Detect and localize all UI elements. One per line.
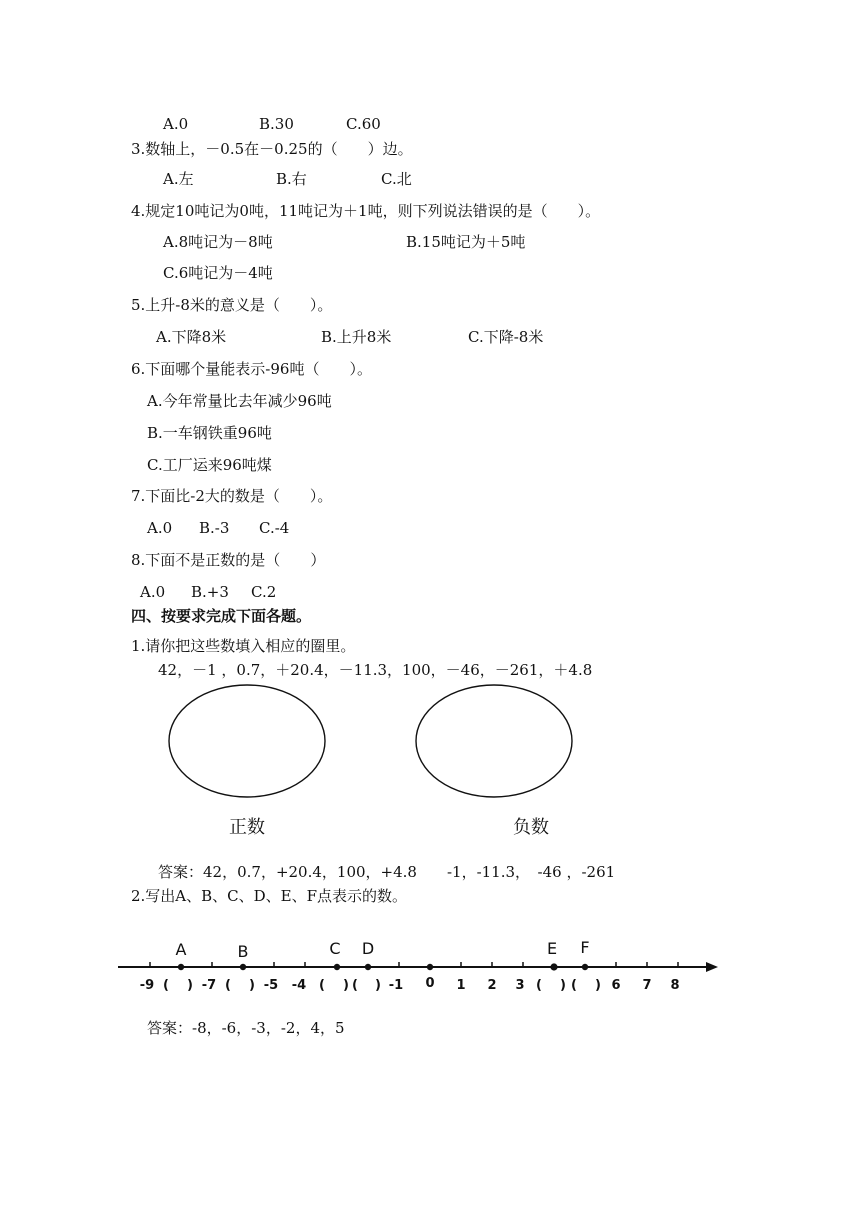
positive-label: 正数 bbox=[229, 817, 265, 838]
part2-answer: 答案：-8，-6，-3，-2，4，5 bbox=[147, 1019, 345, 1037]
q3-stem: 3.数轴上，－0.5在－0.25的（ ）边。 bbox=[131, 140, 413, 158]
q5-option-b: B.上升8米 bbox=[321, 328, 392, 346]
tick-label: 6 bbox=[611, 978, 621, 993]
q4-option-c: C.6吨记为－4吨 bbox=[163, 264, 273, 282]
part1-answer: 答案：42，0.7，+20.4，100，+4.8 -1，-11.3， -46 ，-261 bbox=[158, 863, 616, 881]
answer-blank-open: ( bbox=[352, 978, 358, 993]
answer-blank-open: ( bbox=[163, 978, 169, 993]
q7-stem: 7.下面比-2大的数是（ ）。 bbox=[131, 487, 333, 505]
part2-stem: 2.写出A、B、C、D、E、F点表示的数。 bbox=[131, 887, 408, 905]
number-line bbox=[0, 930, 860, 1000]
point-label-e: E bbox=[546, 939, 558, 958]
tick-label: -4 bbox=[291, 978, 307, 993]
tick-label: -5 bbox=[263, 978, 279, 993]
answer-blank-close: ) bbox=[375, 978, 381, 993]
q7-option-c: C.-4 bbox=[259, 519, 290, 537]
answer-blank-open: ( bbox=[571, 978, 577, 993]
q6-option-b: B.一车钢铁重96吨 bbox=[147, 424, 272, 442]
tick-label: 1 bbox=[456, 978, 466, 993]
tick-label: -7 bbox=[201, 978, 217, 993]
q8-stem: 8.下面不是正数的是（ ） bbox=[131, 551, 326, 569]
point-label-d: D bbox=[361, 939, 375, 958]
axis-arrow bbox=[706, 962, 718, 972]
tick-label: 7 bbox=[642, 978, 652, 993]
q4-stem: 4.规定10吨记为0吨，11吨记为＋1吨，则下列说法错误的是（ ）。 bbox=[131, 202, 601, 220]
answer-blank-close: ) bbox=[595, 978, 601, 993]
q5-stem: 5.上升-8米的意义是（ ）。 bbox=[131, 296, 333, 314]
section-heading: 四、按要求完成下面各题。 bbox=[131, 607, 312, 625]
q8-option-a: A.0 bbox=[140, 583, 166, 601]
negative-label: 负数 bbox=[513, 817, 549, 838]
negative-circle[interactable] bbox=[416, 685, 572, 797]
q8-option-c: C.2 bbox=[251, 583, 277, 601]
q3-option-a: A.左 bbox=[163, 170, 194, 188]
q2-option-b: B.30 bbox=[259, 115, 294, 133]
q6-stem: 6.下面哪个量能表示-96吨（ ）。 bbox=[131, 360, 372, 378]
part1-stem: 1.请你把这些数填入相应的圈里。 bbox=[131, 637, 356, 655]
point-b-dot bbox=[240, 964, 246, 970]
positive-circle[interactable] bbox=[169, 685, 325, 797]
q4-option-b: B.15吨记为＋5吨 bbox=[406, 233, 526, 251]
q2-option-a: A.0 bbox=[163, 115, 189, 133]
point-f-dot bbox=[582, 964, 588, 970]
point-label-f: F bbox=[580, 938, 590, 957]
q5-option-c: C.下降-8米 bbox=[468, 328, 544, 346]
answer-blank-close: ) bbox=[187, 978, 193, 993]
answer-blank-close: ) bbox=[249, 978, 255, 993]
answer-blank-open: ( bbox=[225, 978, 231, 993]
q3-option-b: B.右 bbox=[276, 170, 307, 188]
tick-label: 8 bbox=[670, 978, 680, 993]
q8-option-b: B.+3 bbox=[191, 583, 229, 601]
point-label-b: B bbox=[237, 942, 249, 961]
tick-label: 2 bbox=[487, 978, 497, 993]
q6-option-a: A.今年常量比去年减少96吨 bbox=[147, 392, 332, 410]
point-a-dot bbox=[178, 964, 184, 970]
q6-option-c: C.工厂运来96吨煤 bbox=[147, 456, 272, 474]
tick-label: 0 bbox=[425, 976, 435, 991]
origin-dot bbox=[427, 964, 433, 970]
point-label-a: A bbox=[175, 940, 187, 959]
answer-blank-close: ) bbox=[560, 978, 566, 993]
answer-blank-open: ( bbox=[536, 978, 542, 993]
q7-option-b: B.-3 bbox=[199, 519, 230, 537]
answer-blank-open: ( bbox=[319, 978, 325, 993]
point-c-dot bbox=[334, 964, 340, 970]
point-d-dot bbox=[365, 964, 371, 970]
q7-option-a: A.0 bbox=[147, 519, 173, 537]
tick-label: -9 bbox=[139, 978, 155, 993]
tick-label: 3 bbox=[515, 978, 525, 993]
part1-numbers: 42，－1 ，0.7，＋20.4，－11.3，100，－46，－261，＋4.8 bbox=[158, 661, 593, 679]
point-label-c: C bbox=[329, 939, 341, 958]
point-e-dot bbox=[550, 963, 557, 970]
tick-label: -1 bbox=[388, 978, 404, 993]
q5-option-a: A.下降8米 bbox=[156, 328, 227, 346]
answer-blank-close: ) bbox=[343, 978, 349, 993]
q2-option-c: C.60 bbox=[346, 115, 381, 133]
q4-option-a: A.8吨记为－8吨 bbox=[163, 233, 273, 251]
q3-option-c: C.北 bbox=[381, 170, 412, 188]
